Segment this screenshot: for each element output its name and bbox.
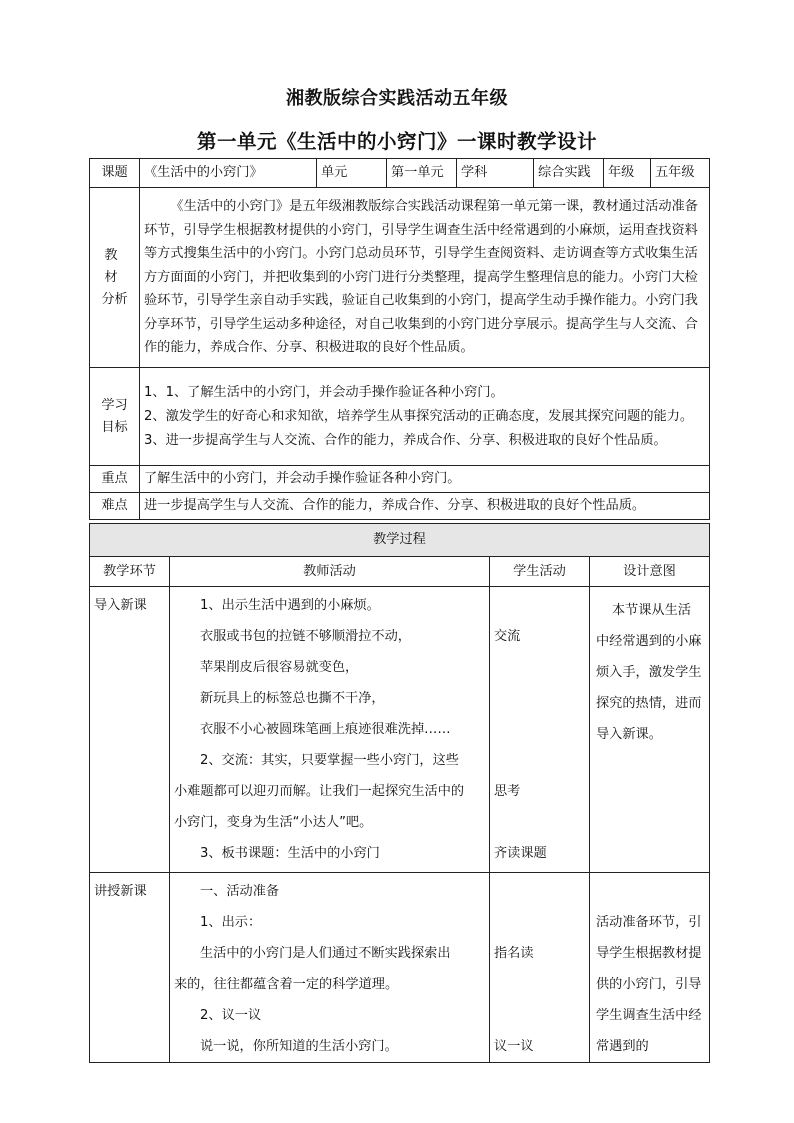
info-row-difficult [90, 493, 710, 520]
student-line [494, 969, 585, 1000]
process-header-row [90, 524, 710, 557]
teaching-process-table [89, 523, 710, 1063]
info-row-topic [90, 159, 710, 188]
teacher-line: 衣服不小心被圆珠笔画上痕迹很难洗掉…… [200, 722, 451, 737]
key-label: 重点 [90, 466, 140, 493]
student-line: 指名读 [494, 946, 534, 961]
page-title: 湘教版综合实践活动五年级 [286, 88, 508, 109]
process-row-intro [90, 587, 710, 873]
stage-label: 导入新课 [94, 598, 147, 613]
teacher-line: 2、议一议 [200, 1008, 262, 1023]
design-intent-new: 活动准备环节，引导学生根据教材提供的小窍门，引导学生调查生活中经常遇到的 [590, 873, 710, 1063]
info-row-analysis [90, 188, 710, 368]
goals-label-line-1: 学习 [101, 397, 128, 413]
process-row-new [90, 873, 710, 1063]
student-line [494, 876, 585, 907]
student-line [494, 652, 585, 683]
student-line: 交流 [494, 629, 521, 644]
stage-intro [90, 587, 170, 873]
student-line: 议一议 [494, 1039, 534, 1054]
teacher-line: 2、交流：其实，只要掌握一些小窍门，这些 [200, 753, 459, 768]
subject-value: 综合实践 [534, 159, 604, 188]
teacher-line: 3、板书课题：生活中的小窍门 [200, 846, 380, 861]
difficult-text: 进一步提高学生与人交流、合作的能力，养成合作、分享、积极进取的良好个性品质。 [140, 493, 710, 520]
topic-label: 课题 [90, 159, 140, 188]
student-line [494, 1000, 585, 1031]
goals-label [90, 368, 140, 466]
teacher-line: 新玩具上的标签总也撕不干净， [200, 691, 385, 706]
process-column-headers [90, 557, 710, 587]
goal-item: 3、进一步提高学生与人交流、合作的能力，养成合作、分享、积极进取的良好个性品质。 [144, 432, 667, 448]
stage-new [90, 873, 170, 1063]
student-line [494, 683, 585, 714]
teacher-line: 苹果削皮后很容易就变色， [200, 660, 359, 675]
teacher-line: 小难题都可以迎刃而解。让我们一起探究生活中的 [174, 784, 465, 799]
col-intent: 设计意图 [590, 557, 710, 587]
goals-label-line-2: 目标 [101, 419, 128, 435]
col-teacher: 教师活动 [170, 557, 490, 587]
difficult-label: 难点 [90, 493, 140, 520]
student-line [494, 807, 585, 838]
analysis-label-line-1: 教 材 [104, 247, 125, 285]
teacher-line: 1、出示： [200, 915, 262, 930]
teacher-line: 一、活动准备 [200, 884, 280, 899]
teacher-line: 衣服或书包的拉链不够顺滑拉不动， [200, 629, 411, 644]
goals-list [140, 368, 710, 466]
teacher-line: 说一说，你所知道的生活小窍门。 [200, 1039, 398, 1054]
unit-label: 单元 [317, 159, 387, 188]
student-activity-new [490, 873, 590, 1063]
goal-item: 2、激发学生的好奇心和求知欲，培养学生从事探究活动的正确态度，发展其探究问题的能力。 [144, 408, 694, 424]
page-subtitle: 第一单元《生活中的小窍门》一课时教学设计 [196, 130, 597, 153]
analysis-label-line-2: 分析 [101, 291, 128, 307]
student-line: 思考 [494, 784, 521, 799]
goal-item: 1、1、了解生活中的小窍门，并会动手操作验证各种小窍门。 [144, 384, 504, 400]
student-line [494, 907, 585, 938]
teacher-line: 小窍门，变身为生活“小达人”吧。 [174, 815, 373, 830]
grade-value: 五年级 [651, 159, 710, 188]
teacher-activity-intro [170, 587, 490, 873]
teacher-activity-new [170, 873, 490, 1063]
analysis-label [90, 188, 140, 368]
key-text: 了解生活中的小窍门，并会动手操作验证各种小窍门。 [140, 466, 710, 493]
student-activity-intro [490, 587, 590, 873]
lesson-info-table [89, 158, 710, 520]
process-header: 教学过程 [90, 524, 710, 557]
student-line [494, 714, 585, 745]
unit-value: 第一单元 [387, 159, 457, 188]
teacher-line: 1、出示生活中遇到的小麻烦。 [200, 598, 380, 613]
analysis-text: 《生活中的小窍门》是五年级湘教版综合实践活动课程第一单元第一课，教材通过活动准备环节，引导学生根据教材提供的小窍门，引导学生调查生活中经常遇到的小麻烦，运用查找资料等方式搜集生活中的小窍门。小窍门总动员环节，引导学生查阅资料、走访调查等方式收集生活方方面面的小窍门，并把收集到的小窍门进行分类整理，提高学生整理信息的能力。小窍门大检验环节，引导学生亲自动手实践，验证自己收集到的小窍门，提高学生动手操作能力。小窍门我分享环节，引导学生运动多种途径，对自己收集到的小窍门进分享展示。提高学生与人交流、合作的能力，养成合作、分享、积极进取的良好个性品质。 [140, 188, 710, 368]
stage-label: 讲授新课 [94, 884, 147, 899]
grade-label: 年级 [604, 159, 651, 188]
col-stage: 教学环节 [90, 557, 170, 587]
teacher-line: 生活中的小窍门是人们通过不断实践探索出 [200, 946, 451, 961]
student-line [494, 590, 585, 621]
col-student: 学生活动 [490, 557, 590, 587]
subject-label: 学科 [457, 159, 534, 188]
design-intent-intro: 本节课从生活中经常遇到的小麻烦入手，激发学生探究的热情，进而导入新课。 [590, 587, 710, 873]
topic-value: 《生活中的小窍门》 [140, 159, 317, 188]
student-line [494, 745, 585, 776]
info-row-key [90, 466, 710, 493]
teacher-line: 来的，往往都蕴含着一定的科学道理。 [174, 977, 399, 992]
info-row-goals [90, 368, 710, 466]
student-line: 齐读课题 [494, 846, 547, 861]
